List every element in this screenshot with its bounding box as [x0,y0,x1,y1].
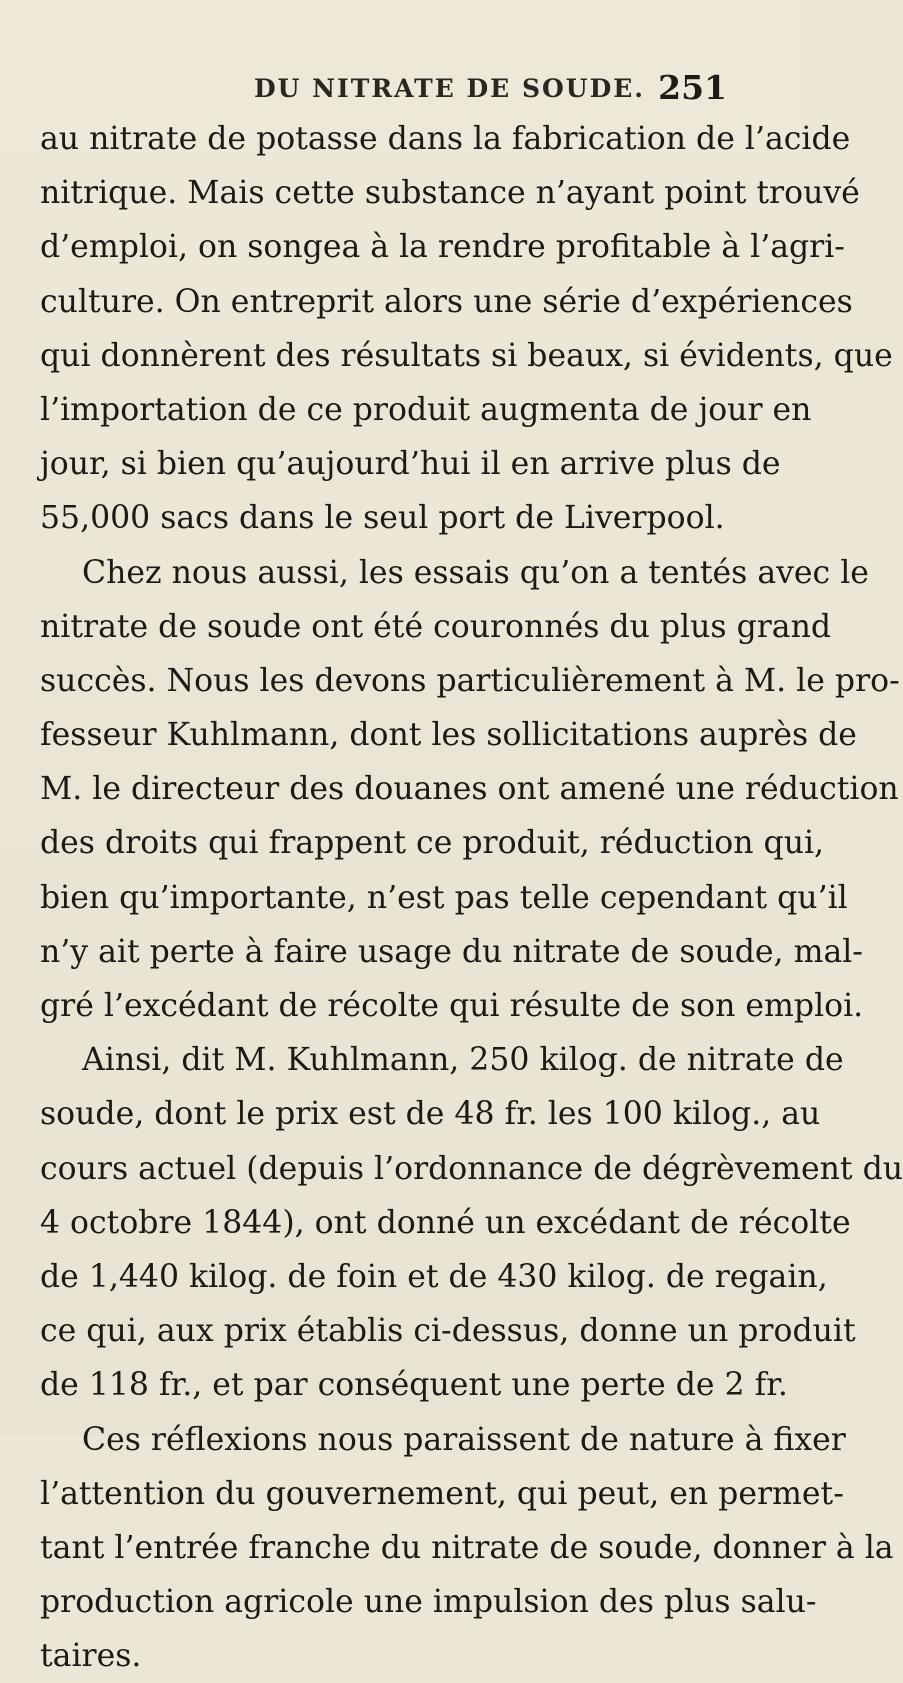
text-line: l’attention du gouvernement, qui peut, en permet- [40,1475,844,1512]
paragraph-start-line: Ces réflexions nous paraissent de nature à fixer [82,1421,846,1458]
text-line: au nitrate de potasse dans la fabrication de l’acide [40,121,851,157]
text-line: 4 octobre 1844), ont donné un excédant de récolte [40,1204,851,1241]
text-line: M. le directeur des douanes ont amené une réduction [40,771,899,808]
body-text [40,112,903,1683]
text-line: d’emploi, on songea à la rendre profitable à l’agri- [40,229,845,266]
page-header [0,68,801,108]
text-line: succès. Nous les devons particulièrement à M. le pro- [40,662,900,699]
text-line: 55,000 sacs dans le seul port de Liverpool. [40,500,725,537]
paragraph-start-line: Chez nous aussi, les essais qu’on a tentés avec le [82,554,869,591]
text-line: l’importation de ce produit augmenta de jour en [40,391,812,428]
text-line: de 1,440 kilog. de foin et de 430 kilog. de regain, [40,1258,828,1295]
text-line: production agricole une impulsion des plus salu- [40,1584,817,1621]
text-line: des droits qui frappent ce produit, réduction qui, [40,825,825,862]
text-line: tant l’entrée franche du nitrate de soude, donner à la [40,1529,894,1566]
page-number: 251 [658,68,727,107]
text-line: nitrate de soude ont été couronnés du plus grand [40,608,832,645]
text-line: qui donnèrent des résultats si beaux, si évidents, que [40,337,893,374]
text-line: n’y ait perte à faire usage du nitrate de soude, mal- [40,933,863,970]
text-line: cours actuel (depuis l’ordonnance de dégrèvement du [40,1150,903,1187]
text-line: gré l’excédant de récolte qui résulte de son emploi. [40,988,864,1024]
text-line: fesseur Kuhlmann, dont les sollicitations auprès de [40,717,857,754]
text-line: ce qui, aux prix établis ci-dessus, donne un produit [40,1313,856,1350]
text-line: de 118 fr., et par conséquent une perte de 2 fr. [40,1367,788,1404]
text-line: taires. [40,1638,142,1675]
text-line: soude, dont le prix est de 48 fr. les 100 kilog., au [40,1096,821,1133]
text-line: jour, si bien qu’aujourd’hui il en arrive plus de [40,446,781,483]
text-line: bien qu’importante, n’est pas telle cependant qu’il [40,879,848,916]
running-head: DU NITRATE DE SOUDE. [254,74,646,103]
text-line: culture. On entreprit alors une série d’expériences [40,283,853,320]
paragraph-start-line: Ainsi, dit M. Kuhlmann, 250 kilog. de nitrate de [82,1042,844,1079]
text-line: nitrique. Mais cette substance n’ayant point trouvé [40,175,860,212]
